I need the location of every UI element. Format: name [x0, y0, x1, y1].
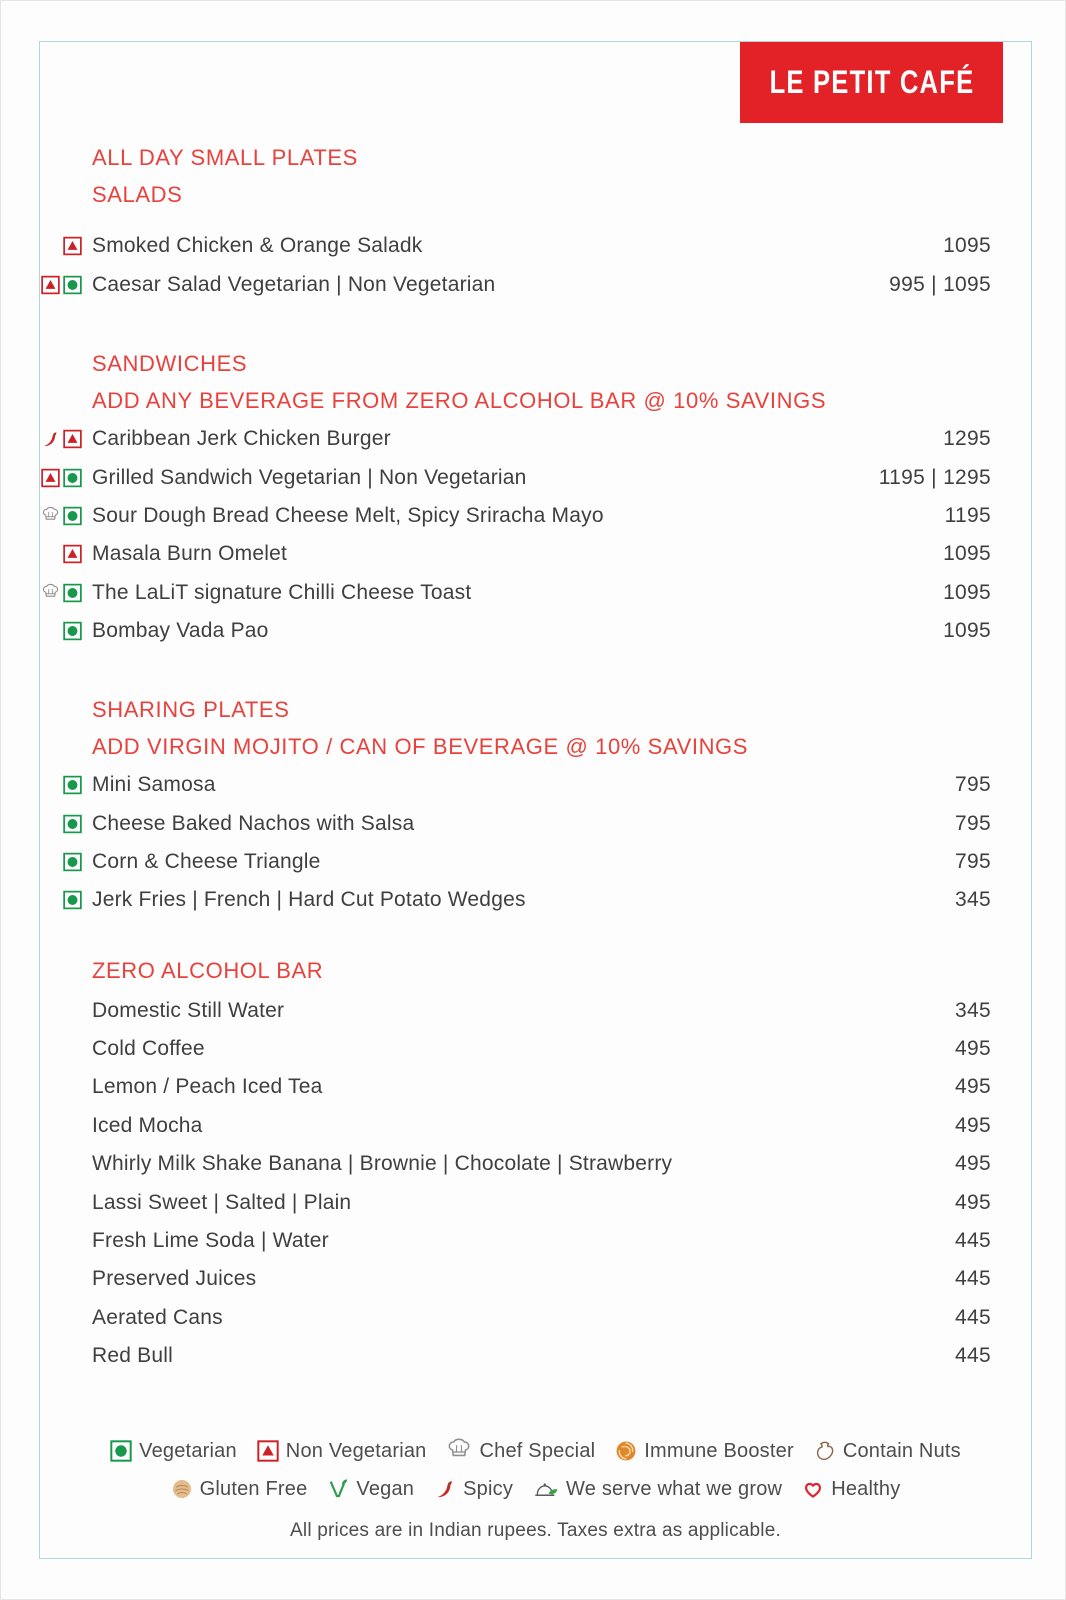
menu-item-row — [92, 458, 991, 496]
item-name: Bombay Vada Pao — [92, 619, 269, 643]
legend-item-gluten-free — [171, 1478, 308, 1501]
item-badges — [41, 430, 82, 449]
item-price: 495 — [955, 1075, 991, 1099]
menu-item-row — [92, 1030, 991, 1068]
menu-item-row — [92, 227, 991, 265]
item-name: Sour Dough Bread Cheese Melt, Spicy Sriracha Mayo — [92, 503, 604, 527]
menu-item-row — [92, 766, 991, 804]
spicy-icon — [434, 1478, 456, 1500]
non-veg-icon — [41, 275, 60, 294]
menu-item-row — [92, 1145, 991, 1183]
item-badges — [63, 891, 82, 910]
non-veg-icon — [257, 1440, 279, 1462]
section-subtitle: ADD ANY BEVERAGE FROM ZERO ALCOHOL BAR @ 10% SAVINGS — [92, 388, 827, 414]
item-price: 495 — [955, 1113, 991, 1137]
menu-item-row — [92, 420, 991, 458]
chef-special-icon — [446, 1438, 472, 1464]
item-price: 795 — [955, 811, 991, 835]
item-price: 795 — [955, 773, 991, 797]
item-price: 995 | 1095 — [889, 272, 991, 296]
legend-label: We serve what we grow — [566, 1477, 783, 1500]
section-title: ZERO ALCOHOL BAR — [92, 957, 324, 983]
legend-label: Immune Booster — [644, 1439, 794, 1462]
menu-section — [92, 139, 991, 304]
item-price: 1095 — [943, 234, 991, 258]
immune-booster-icon — [615, 1440, 637, 1462]
item-badges — [63, 622, 82, 641]
legend-item-chef-special — [446, 1438, 595, 1464]
legend-item-non-veg — [257, 1440, 427, 1463]
menu-item-row — [92, 1068, 991, 1106]
vegan-icon — [327, 1478, 349, 1500]
item-name: Preserved Juices — [92, 1267, 257, 1291]
item-price: 445 — [955, 1305, 991, 1329]
menu-item-row — [92, 881, 991, 919]
item-badges — [63, 545, 82, 564]
item-badges — [41, 583, 82, 602]
menu-section — [92, 345, 991, 650]
chef-special-icon — [41, 583, 60, 602]
brand-name: LE PETIT CAFÉ — [769, 64, 974, 100]
item-badges — [41, 275, 82, 294]
veg-icon — [63, 583, 82, 602]
item-name: Caribbean Jerk Chicken Burger — [92, 427, 391, 451]
brand-logo — [740, 42, 1003, 123]
item-price: 795 — [955, 849, 991, 873]
menu-item-row — [92, 843, 991, 881]
veg-icon — [63, 814, 82, 833]
item-list — [92, 420, 991, 650]
item-price: 1195 — [944, 503, 991, 527]
menu-item-row — [92, 1183, 991, 1221]
section-title: ALL DAY SMALL PLATES — [92, 144, 358, 170]
section-subtitle: SALADS — [92, 182, 183, 208]
item-name: Lassi Sweet | Salted | Plain — [92, 1190, 352, 1214]
menu-item-row — [92, 574, 991, 612]
item-name: Aerated Cans — [92, 1305, 223, 1329]
healthy-icon — [802, 1478, 824, 1500]
menu-section — [92, 691, 991, 920]
item-name: Fresh Lime Soda | Water — [92, 1229, 329, 1253]
we-serve-what-we-grow-icon — [533, 1476, 559, 1502]
item-badges — [63, 852, 82, 871]
footer-note: All prices are in Indian rupees. Taxes extra as applicable. — [290, 1520, 781, 1541]
legend-item-immune-booster — [615, 1440, 794, 1463]
item-name: Grilled Sandwich Vegetarian | Non Vegetarian — [92, 465, 527, 489]
item-name: The LaLiT signature Chilli Cheese Toast — [92, 580, 472, 604]
menu-item-row — [92, 535, 991, 573]
item-price: 445 — [955, 1229, 991, 1253]
item-list — [92, 992, 991, 1376]
item-badges — [63, 237, 82, 256]
legend-item-spicy — [434, 1478, 513, 1501]
item-price: 1295 — [943, 427, 991, 451]
section-title: SHARING PLATES — [92, 696, 290, 722]
legend-label: Spicy — [463, 1477, 514, 1500]
legend-label: Gluten Free — [199, 1477, 308, 1500]
item-price: 1195 | 1295 — [878, 465, 991, 489]
non-veg-icon — [41, 468, 60, 487]
legend-item-vegan — [327, 1478, 414, 1501]
item-name: Red Bull — [92, 1344, 173, 1368]
item-price: 445 — [955, 1344, 991, 1368]
veg-icon — [63, 891, 82, 910]
non-veg-icon — [63, 545, 82, 564]
legend-item-contain-nuts — [814, 1440, 961, 1463]
item-badges — [63, 776, 82, 795]
chef-special-icon — [41, 506, 60, 525]
item-name: Lemon / Peach Iced Tea — [92, 1075, 323, 1099]
legend-label: Vegetarian — [139, 1439, 237, 1462]
menu-section — [92, 952, 991, 1375]
item-price: 1095 — [943, 619, 991, 643]
item-price: 1095 — [943, 542, 991, 566]
item-badges — [63, 814, 82, 833]
veg-icon — [63, 275, 82, 294]
veg-icon — [63, 776, 82, 795]
item-name: Cheese Baked Nachos with Salsa — [92, 811, 415, 835]
legend-row-1 — [39, 1438, 1032, 1464]
legend-label: Healthy — [831, 1477, 901, 1500]
legend-row-2 — [39, 1476, 1032, 1502]
item-price: 345 — [955, 888, 991, 912]
item-name: Domestic Still Water — [92, 998, 285, 1022]
menu-item-row — [92, 265, 991, 303]
item-price: 495 — [955, 1190, 991, 1214]
veg-icon — [63, 468, 82, 487]
legend-item-we-serve-what-we-grow — [533, 1476, 782, 1502]
veg-icon — [63, 622, 82, 641]
item-name: Mini Samosa — [92, 773, 216, 797]
legend-label: Vegan — [356, 1477, 415, 1500]
section-title: SANDWICHES — [92, 350, 248, 376]
item-badges — [41, 506, 82, 525]
legend-label: Contain Nuts — [842, 1439, 961, 1462]
veg-icon — [63, 852, 82, 871]
menu-item-row — [92, 1337, 991, 1375]
non-veg-icon — [63, 237, 82, 256]
item-price: 445 — [955, 1267, 991, 1291]
menu-item-row — [92, 1260, 991, 1298]
item-name: Whirly Milk Shake Banana | Brownie | Chocolate | Strawberry — [92, 1152, 673, 1176]
item-price: 1095 — [943, 580, 991, 604]
item-name: Jerk Fries | French | Hard Cut Potato Wedges — [92, 888, 526, 912]
menu-item-row — [92, 612, 991, 650]
item-price: 495 — [955, 1037, 991, 1061]
legend-label: Non Vegetarian — [285, 1439, 427, 1462]
legend-label: Chef Special — [479, 1439, 596, 1462]
item-name: Masala Burn Omelet — [92, 542, 288, 566]
menu-item-row — [92, 804, 991, 842]
gluten-free-icon — [171, 1478, 193, 1500]
menu-item-row — [92, 1107, 991, 1145]
item-badges — [41, 468, 82, 487]
contain-nuts-icon — [814, 1440, 836, 1462]
section-subtitle: ADD VIRGIN MOJITO / CAN OF BEVERAGE @ 10% SAVINGS — [92, 734, 749, 760]
item-name: Corn & Cheese Triangle — [92, 849, 321, 873]
item-list — [92, 766, 991, 920]
legend-item-veg — [110, 1440, 237, 1463]
menu-item-row — [92, 1299, 991, 1337]
item-price: 495 — [955, 1152, 991, 1176]
item-list — [92, 227, 991, 304]
veg-icon — [110, 1440, 132, 1462]
item-price: 345 — [955, 998, 991, 1022]
item-name: Cold Coffee — [92, 1037, 205, 1061]
menu-item-row — [92, 497, 991, 535]
item-name: Smoked Chicken & Orange Saladk — [92, 234, 423, 258]
item-name: Iced Mocha — [92, 1113, 203, 1137]
non-veg-icon — [63, 430, 82, 449]
spicy-icon — [41, 430, 60, 449]
menu-item-row — [92, 1222, 991, 1260]
legend-item-healthy — [802, 1478, 900, 1501]
menu-item-row — [92, 992, 991, 1030]
item-name: Caesar Salad Vegetarian | Non Vegetarian — [92, 272, 496, 296]
veg-icon — [63, 506, 82, 525]
